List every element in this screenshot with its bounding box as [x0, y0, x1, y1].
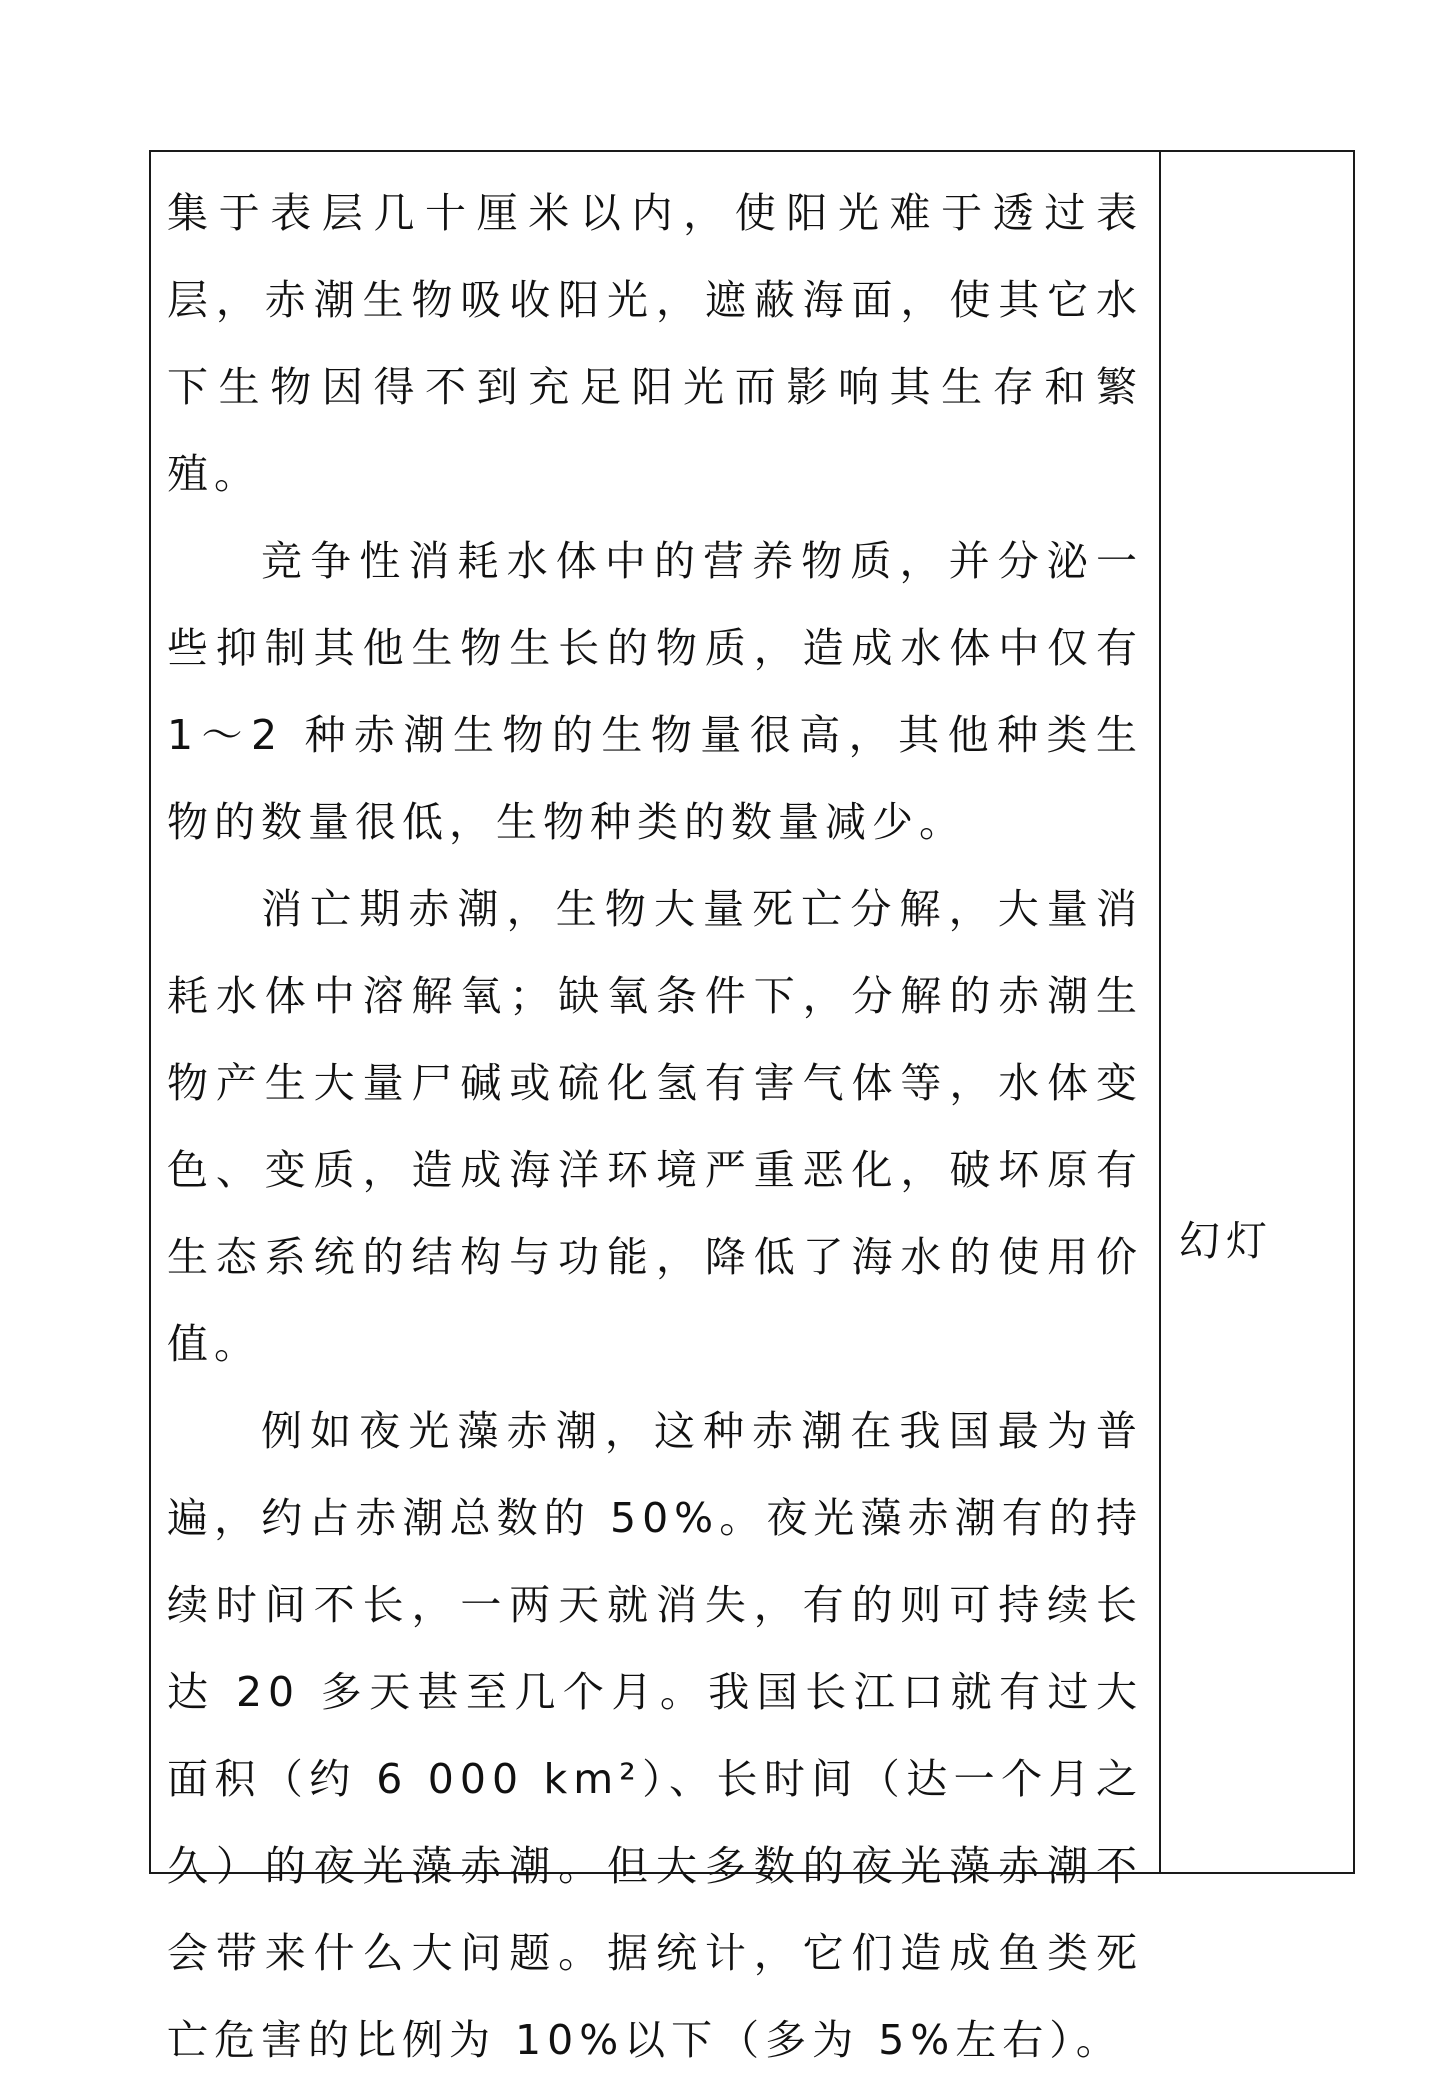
main-content-cell — [151, 152, 1161, 2064]
side-note-cell — [1161, 152, 1353, 1872]
paragraph-noctiluca-example: 例如夜光藻赤潮，这种赤潮在我国最为普遍，约占赤潮总数的 50%。夜光藻赤潮有的持续时间不长，一两天就消失，有的则可持续长达 20 多天甚至几个月。我国长江口就有过大面积（约 6 000 km²）、长时间（达一个月之久）的夜光藻赤潮。但大多数的夜光藻赤潮不会带来什么大问题。据统计，它们造成鱼类死亡危害的比例为 10%以下（多为 5%左右）。 — [167, 1407, 1144, 2064]
paragraph-decline-phase: 消亡期赤潮，生物大量死亡分解，大量消耗水体中溶解氧；缺氧条件下，分解的赤潮生物产生大量尸碱或硫化氢有害气体等，水体变色、变质，造成海洋环境严重恶化，破坏原有生态系统的结构与功能，降低了海水的使用价值。 — [167, 885, 1143, 1368]
paragraph-competition: 竞争性消耗水体中的营养物质，并分泌一些抑制其他生物生长的物质，造成水体中仅有 1～2 种赤潮生物的生物量很高，其他种类生物的数量很低，生物种类的数量减少。 — [167, 537, 1143, 846]
paragraph-continuation: 集于表层几十厘米以内，使阳光难于透过表层，赤潮生物吸收阳光，遮蔽海面，使其它水下生物因得不到充足阳光而影响其生存和繁殖。 — [167, 189, 1143, 498]
side-note-slide: 幻灯 — [1179, 1217, 1273, 1265]
content-table — [149, 150, 1355, 2064]
